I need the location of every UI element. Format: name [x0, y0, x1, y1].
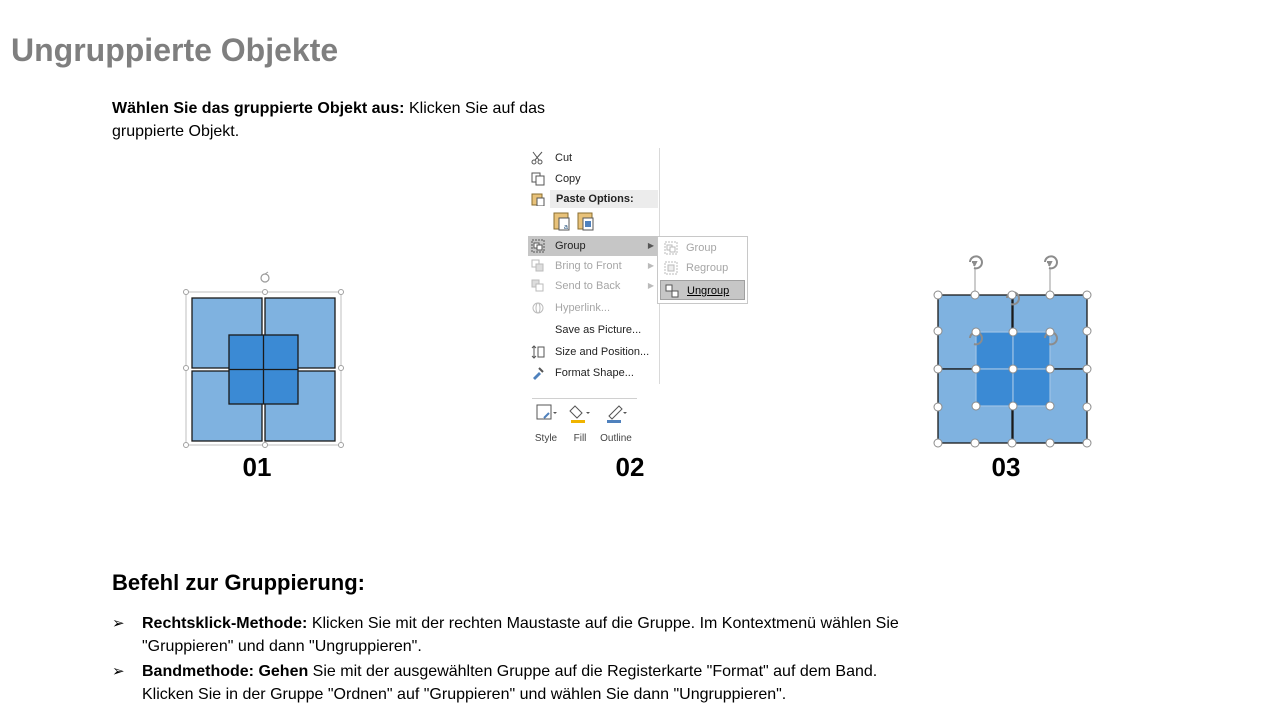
ribbon-style-button[interactable]: Style [529, 402, 563, 444]
step-label-01: 01 [242, 452, 272, 482]
send-back-icon [531, 279, 545, 293]
step-label-02: 02 [615, 452, 645, 482]
group-icon [664, 241, 678, 255]
group-submenu [657, 236, 748, 304]
group-icon [531, 239, 545, 253]
paste-picture-icon [578, 213, 593, 230]
menu-item-cut[interactable]: Cut [528, 148, 658, 168]
page-title: Ungruppierte Objekte [11, 32, 339, 68]
menu-item-send-to-back[interactable]: Send to Back ▶ [528, 276, 658, 296]
step-label-03: 03 [991, 452, 1021, 482]
paste-options-header: Paste Options: [550, 190, 658, 208]
paste-keep-format-icon [554, 213, 569, 231]
dark-square [976, 369, 1013, 406]
ungrouped-objects-illustration[interactable] [920, 245, 1105, 455]
grouped-object-illustration[interactable] [180, 268, 350, 453]
bullet-right-click: ➢ Rechtsklick-Methode: Klicken Sie mit der rechten Maustaste auf die Gruppe. Im Kontextmenü wählen Sie "Gruppieren" und dann "Ungruppieren". [112, 612, 992, 658]
size-icon [531, 345, 545, 359]
paste-icon [531, 192, 545, 206]
svg-text:a: a [564, 224, 568, 231]
menu-item-hyperlink[interactable]: Hyperlink... [528, 298, 658, 318]
ribbon-divider [532, 398, 637, 399]
outline-icon [605, 402, 627, 424]
bring-front-icon [531, 259, 545, 273]
rotate-handle-icon [261, 272, 269, 282]
submenu-item-regroup[interactable]: Regroup [660, 258, 745, 278]
ribbon-fill-button[interactable]: Fill [563, 402, 597, 444]
fill-icon [569, 402, 591, 424]
menu-item-size-and-position[interactable]: Size and Position... [528, 342, 658, 362]
format-icon [531, 366, 545, 380]
ungroup-icon [665, 284, 679, 298]
submenu-arrow-icon: ▶ [647, 261, 654, 270]
section-heading: Befehl zur Gruppierung: [112, 570, 365, 595]
ribbon-outline-button[interactable]: Outline [599, 402, 633, 444]
submenu-arrow-icon: ▶ [647, 241, 654, 250]
paste-option-buttons[interactable] [552, 210, 600, 234]
dark-square [1013, 369, 1050, 406]
submenu-item-ungroup[interactable]: Ungroup [660, 280, 745, 300]
menu-item-format-shape[interactable]: Format Shape... [528, 363, 658, 383]
context-menu [528, 148, 660, 384]
menu-item-copy[interactable]: Copy [528, 169, 658, 189]
menu-item-save-as-picture[interactable]: Save as Picture... [555, 324, 642, 336]
intro-bold: Wählen Sie das gruppierte Objekt aus: [112, 100, 405, 117]
intro-text [112, 97, 582, 143]
menu-item-bring-to-front[interactable]: Bring to Front ▶ [528, 256, 658, 276]
style-icon [535, 402, 557, 424]
submenu-item-group[interactable]: Group [660, 238, 745, 258]
intro-rest: Klicken Sie auf das gruppierte Objekt. [112, 100, 546, 140]
regroup-icon [664, 261, 678, 275]
copy-icon [531, 172, 545, 186]
scissors-icon [531, 151, 545, 165]
link-icon [531, 301, 545, 315]
menu-item-group[interactable]: Group ▶ [528, 236, 658, 256]
arrow-bullet-icon: ➢ [112, 663, 125, 680]
submenu-arrow-icon: ▶ [647, 281, 654, 290]
arrow-bullet-icon: ➢ [112, 615, 125, 632]
bullet-ribbon-method: ➢ Bandmethode: Gehen Sie mit der ausgewählten Gruppe auf die Registerkarte "Format" auf dem Band. Klicken Sie in der Gruppe "Ordnen" auf "Gruppieren" und wählen Sie dann "Ungruppieren". [112, 660, 992, 706]
